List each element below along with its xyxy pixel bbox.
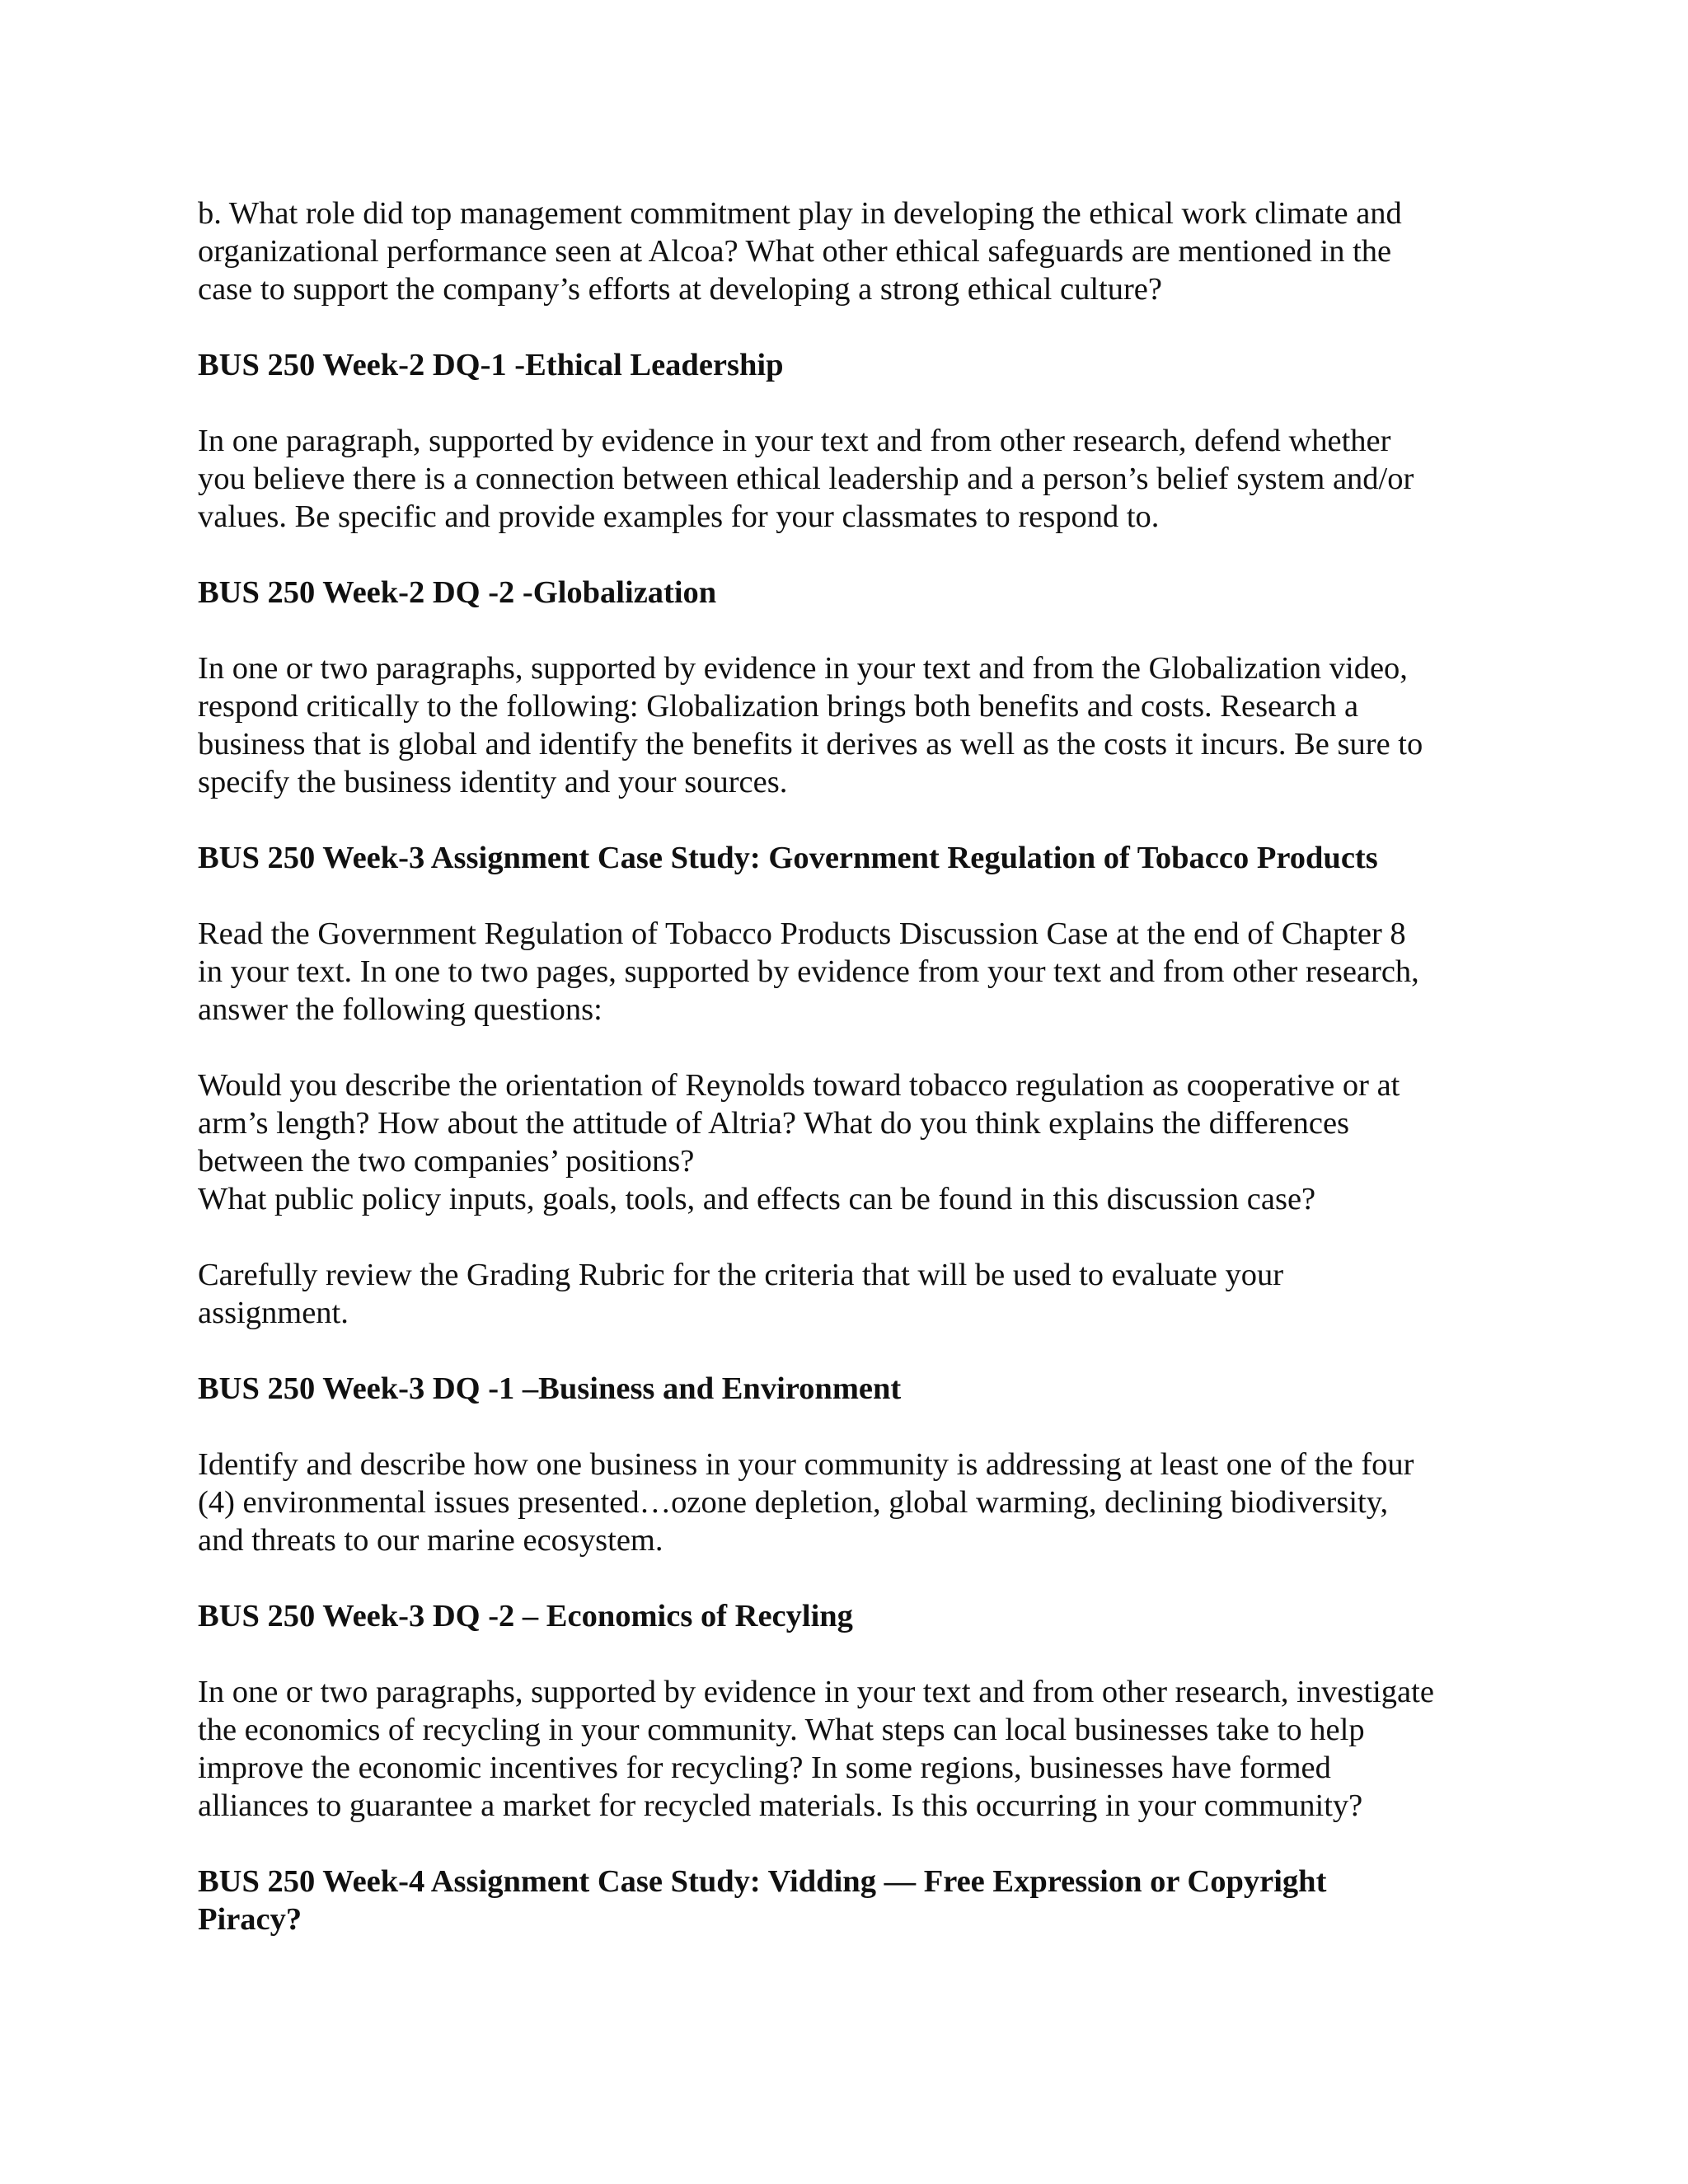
text-line: respond critically to the following: Globalization brings both benefits and costs. Research a xyxy=(198,689,1359,724)
heading-line: BUS 250 Week-2 DQ -2 -Globalization xyxy=(198,575,717,610)
text-line: In one or two paragraphs, supported by evidence in your text and from other research, investigate xyxy=(198,1675,1434,1709)
paragraph-tobacco-intro xyxy=(198,915,1500,1029)
heading-week3-dq1 xyxy=(198,1370,1500,1408)
text-line: and threats to our marine ecosystem. xyxy=(198,1523,663,1558)
text-line: organizational performance seen at Alcoa? What other ethical safeguards are mentioned in the xyxy=(198,234,1392,269)
text-line: arm’s length? How about the attitude of Altria? What do you think explains the differences xyxy=(198,1106,1350,1141)
paragraph-grading-rubric xyxy=(198,1256,1500,1332)
text-line: What public policy inputs, goals, tools, and effects can be found in this discussion case? xyxy=(198,1182,1316,1216)
heading-line: BUS 250 Week-2 DQ-1 -Ethical Leadership xyxy=(198,348,784,382)
text-line: alliances to guarantee a market for recycled materials. Is this occurring in your community? xyxy=(198,1788,1363,1823)
heading-line: BUS 250 Week-4 Assignment Case Study: Vidding — Free Expression or Copyright xyxy=(198,1864,1327,1899)
heading-week2-dq2 xyxy=(198,574,1500,612)
heading-line: BUS 250 Week-3 Assignment Case Study: Government Regulation of Tobacco Products xyxy=(198,841,1378,875)
text-line: Carefully review the Grading Rubric for the criteria that will be used to evaluate your xyxy=(198,1258,1284,1292)
heading-line: BUS 250 Week-3 DQ -2 – Economics of Recyling xyxy=(198,1599,853,1633)
text-line: (4) environmental issues presented…ozone depletion, global warming, declining biodiversity, xyxy=(198,1485,1389,1520)
text-line: business that is global and identify the benefits it derives as well as the costs it incurs. Be sure to xyxy=(198,727,1423,762)
text-line: you believe there is a connection between ethical leadership and a person’s belief system and/or xyxy=(198,462,1414,496)
text-line: improve the economic incentives for recycling? In some regions, businesses have formed xyxy=(198,1750,1331,1785)
text-line: case to support the company’s efforts at developing a strong ethical culture? xyxy=(198,272,1162,307)
paragraph-tobacco-questions xyxy=(198,1066,1500,1218)
text-line: Identify and describe how one business in your community is addressing at least one of the four xyxy=(198,1447,1414,1482)
text-line: Would you describe the orientation of Reynolds toward tobacco regulation as cooperative or at xyxy=(198,1068,1400,1103)
heading-line: Piracy? xyxy=(198,1902,302,1937)
heading-line: BUS 250 Week-3 DQ -1 –Business and Environment xyxy=(198,1371,902,1406)
paragraph-alcoa-question xyxy=(198,194,1500,308)
paragraph-recycling xyxy=(198,1673,1500,1825)
paragraph-environment xyxy=(198,1446,1500,1559)
text-line: between the two companies’ positions? xyxy=(198,1144,695,1179)
heading-week3-assignment xyxy=(198,839,1500,877)
heading-week4-assignment xyxy=(198,1863,1500,1938)
text-line: b. What role did top management commitment play in developing the ethical work climate and xyxy=(198,196,1402,231)
text-line: values. Be specific and provide examples for your classmates to respond to. xyxy=(198,499,1160,534)
paragraph-globalization xyxy=(198,649,1500,801)
text-line: In one paragraph, supported by evidence in your text and from other research, defend whether xyxy=(198,424,1391,458)
text-line: specify the business identity and your sources. xyxy=(198,765,788,799)
text-line: in your text. In one to two pages, supported by evidence from your text and from other research, xyxy=(198,954,1419,989)
heading-week2-dq1 xyxy=(198,346,1500,384)
text-line: In one or two paragraphs, supported by evidence in your text and from the Globalization video, xyxy=(198,651,1408,686)
document-body xyxy=(198,194,1500,1938)
text-line: Read the Government Regulation of Tobacco Products Discussion Case at the end of Chapter 8 xyxy=(198,916,1406,951)
heading-week3-dq2 xyxy=(198,1597,1500,1635)
text-line: answer the following questions: xyxy=(198,992,603,1027)
text-line: assignment. xyxy=(198,1296,349,1330)
text-line: the economics of recycling in your community. What steps can local businesses take to help xyxy=(198,1713,1365,1747)
paragraph-ethical-leadership xyxy=(198,422,1500,536)
